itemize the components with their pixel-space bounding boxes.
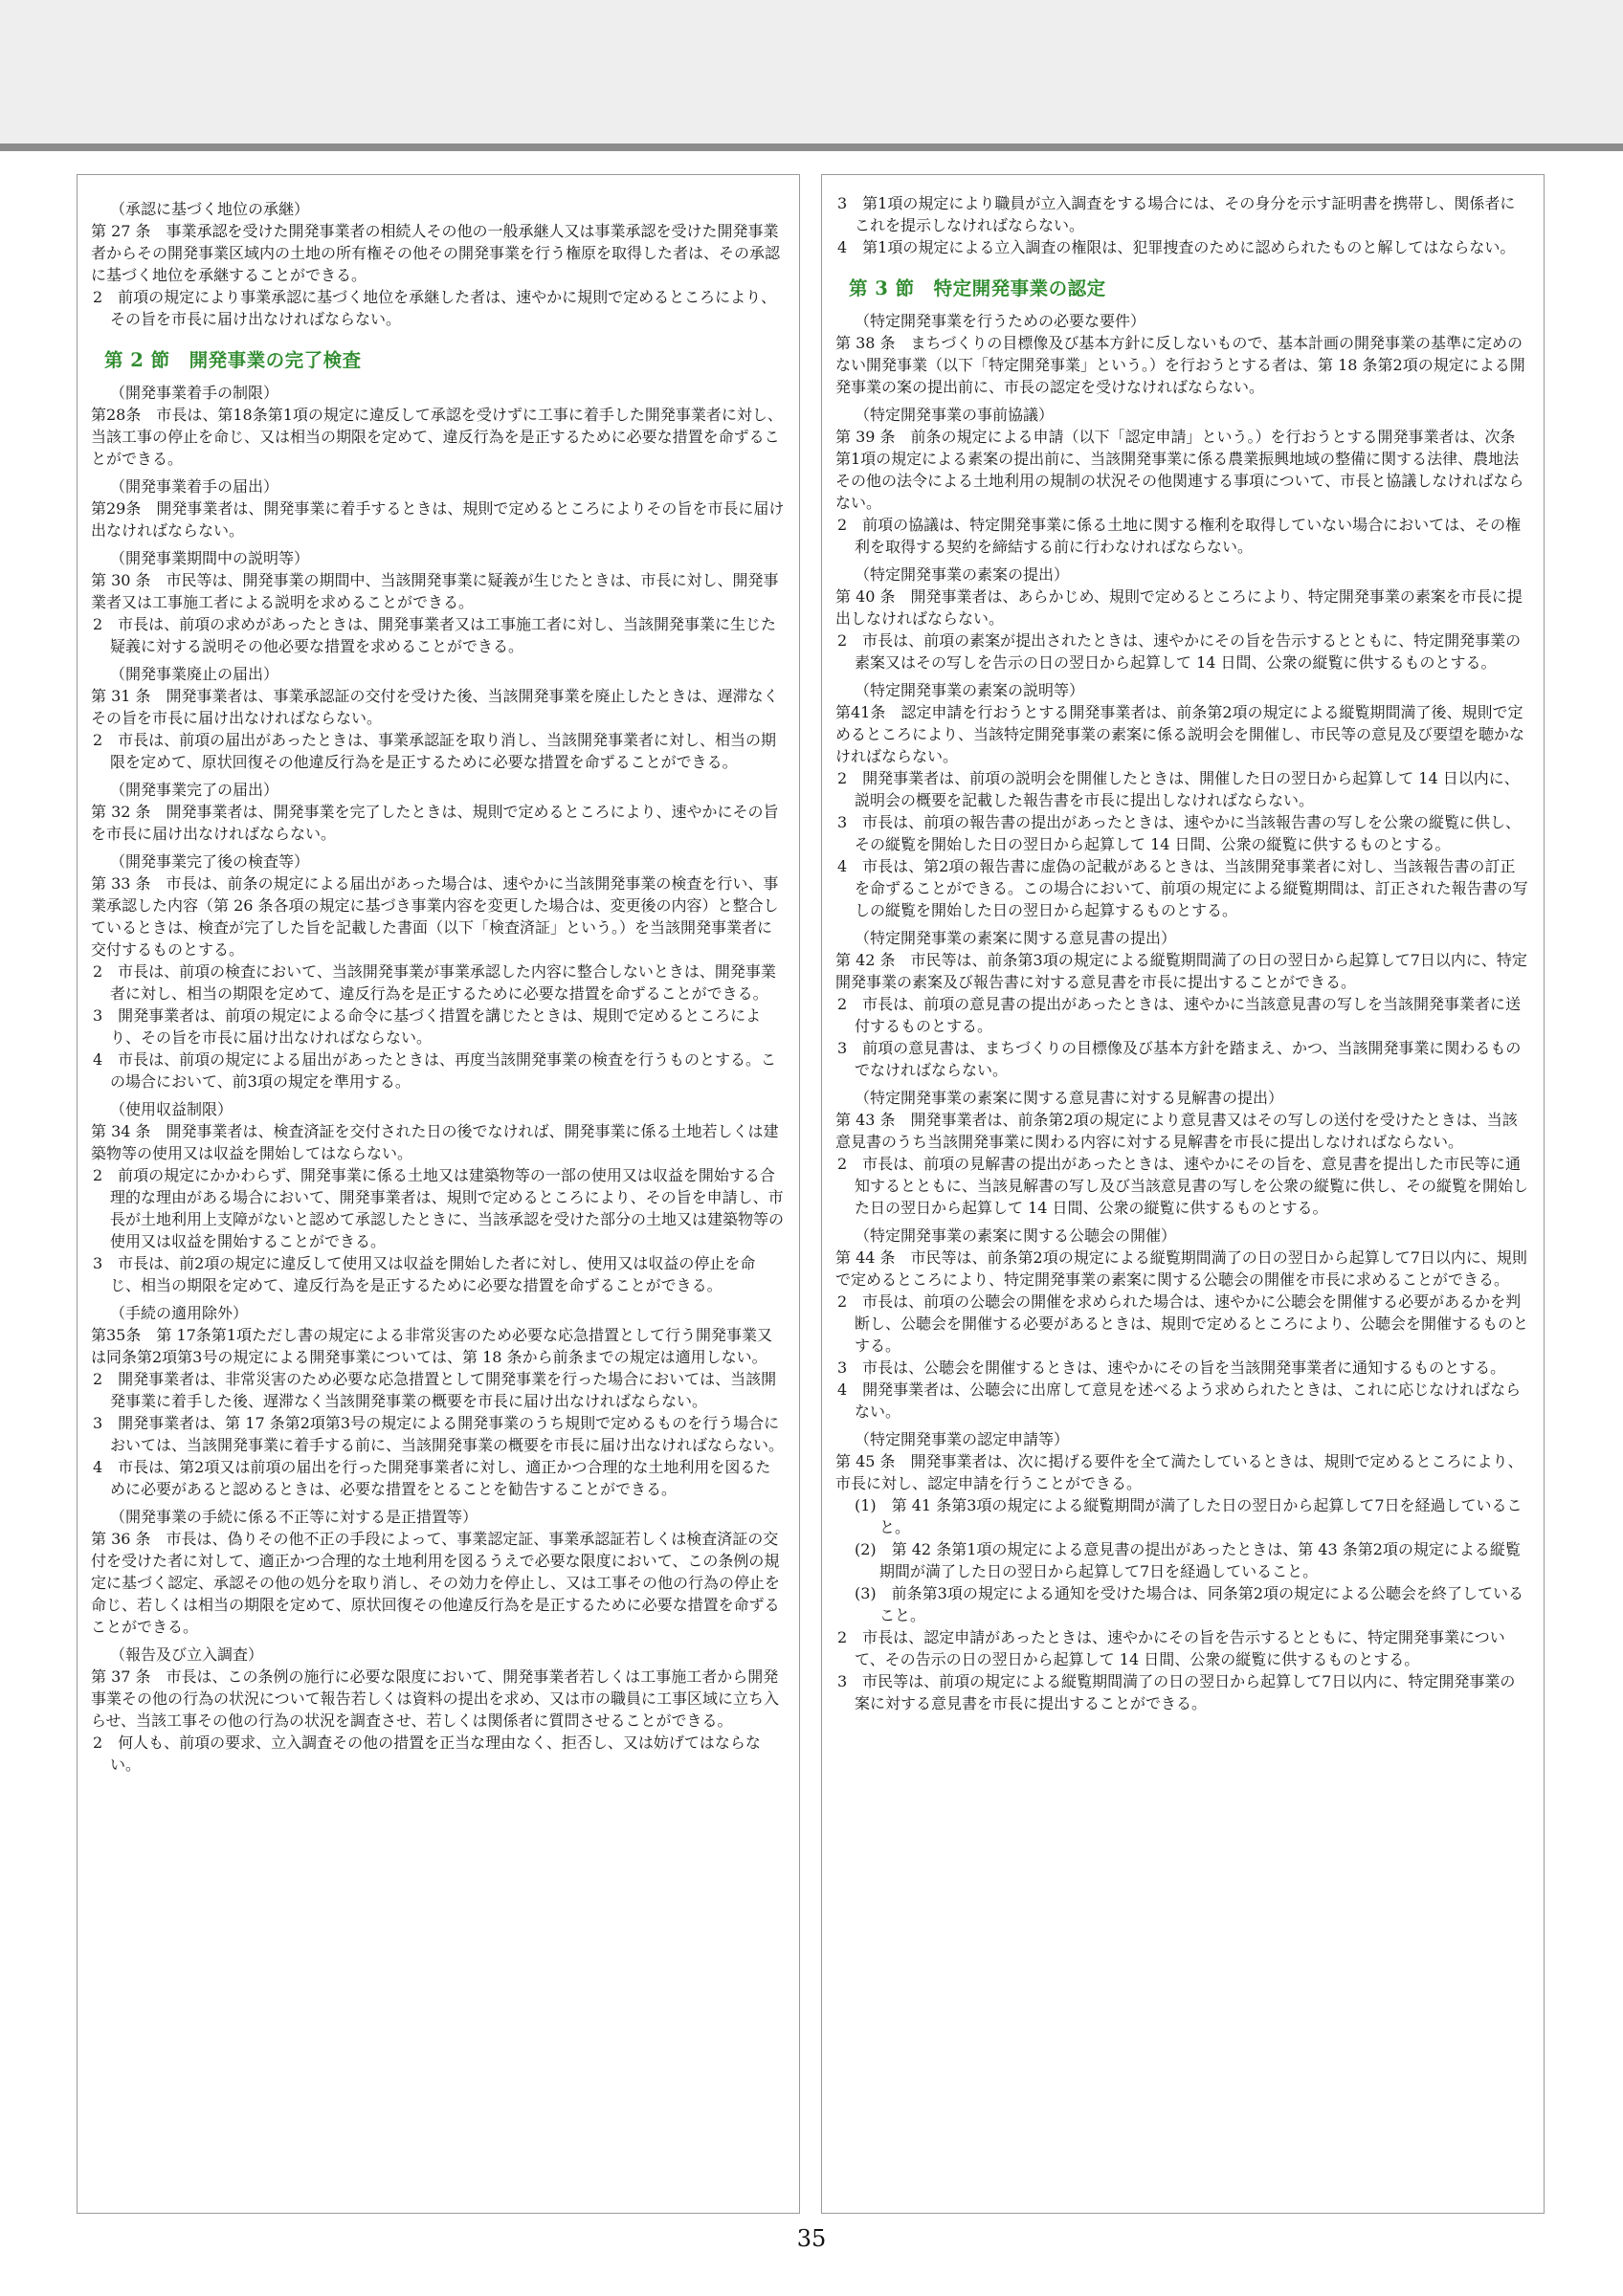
article-paragraph: 3 開発事業者は、前項の規定による命令に基づく措置を講じたときは、規則で定めるところにより、その旨を市長に届け出なければならない。 — [93, 1006, 762, 1047]
article-text: 第 30 条 市民等は、開発事業の期間中、当該開発事業に疑義が生じたときは、市長に対し、開発事業者又は工事施工者による説明を求めることができる。 — [91, 571, 779, 611]
article-paragraph: 2 開発事業者は、非常災害のため必要な応急措置として開発事業を行った場合においては、当該開発事業に着手した後、遅滞なく当該開発事業の概要を市長に届け出なければならない。 — [93, 1370, 777, 1410]
section-heading: 第 2 節 開発事業の完了検査 — [104, 349, 362, 371]
article-text: 第28条 市長は、第18条第1項の規定に違反して承認を受けずに工事に着手した開発事業者に対し、当該工事の停止を命じ、又は相当の期限を定めて、違反行為を是正するために必要な措置を命ずることができる。 — [91, 406, 783, 468]
article-caption: （開発事業着手の制限） — [110, 384, 279, 402]
article-text: 第 27 条 事業承認を受けた開発事業者の相続人その他の一般承継人又は事業承認を受けた開発事業者からその開発事業区域内の土地の所有権その他その開発事業を行う権原を取得した者は、その承認に基づく地位を承継することができる。 — [91, 222, 781, 284]
article-paragraph: 2 市長は、前項の検査において、当該開発事業が事業承認した内容に整合しないときは、開発事業者に対し、相当の期限を定めて、違反行為を是正するために必要な措置を命ずることができる。 — [93, 962, 776, 1003]
article-caption: （特定開発事業の認定申請等） — [855, 1430, 1070, 1448]
article-caption: （特定開発事業を行うための必要な要件） — [855, 312, 1146, 330]
article-text: 第 43 条 開発事業者は、前条第2項の規定により意見書又はその写しの送付を受けたときは、当該意見書のうち当該開発事業に関わる内容に対する見解書を市長に提出しなければならない。 — [835, 1111, 1518, 1151]
article-paragraph: 2 市長は、前項の見解書の提出があったときは、速やかにその旨を、意見書を提出した市民等に通知するとともに、当該見解書の写し及び当該意見書の写しを公衆の縦覧に供し、その縦覧を開始した日の翌日から起算して 14 日間、公衆の縦覧に供するものとする。 — [837, 1155, 1529, 1217]
article-paragraph: 2 市長は、前項の素案が提出されたときは、速やかにその旨を告示するとともに、特定開発事業の素案又はその写しを告示の日の翌日から起算して 14 日間、公衆の縦覧に供するものとする。 — [837, 631, 1522, 672]
article-caption: （開発事業完了の届出） — [110, 781, 279, 799]
article-paragraph: 2 市長は、前項の届出があったときは、事業承認証を取り消し、当該開発事業者に対し、相当の期限を定めて、原状回復その他違反行為を是正するために必要な措置を命ずることができる。 — [93, 731, 777, 771]
article-paragraph: 4 開発事業者は、公聴会に出席して意見を述べるよう求められたときは、これに応じなければならない。 — [837, 1380, 1522, 1421]
article-paragraph: 4 市長は、第2項の報告書に虚偽の記載があるときは、当該開発事業者に対し、当該報告書の訂正を命ずることができる。この場合において、前項の規定による縦覧期間は、訂正された報告書の写しの縦覧を開始した日の翌日から起算するものとする。 — [837, 857, 1528, 919]
article-text: 第 39 条 前条の規定による申請（以下「認定申請」という。）を行おうとする開発事業者は、次条第1項の規定による素案の提出前に、当該開発事業に係る農業振興地域の整備に関する法律、農地法その他の法令による土地利用の規制の状況その他関連する事項について、市長と協議しなければならない。 — [835, 428, 1524, 512]
article-paragraph: 2 前項の協議は、特定開発事業に係る土地に関する権利を取得していない場合においては、その権利を取得する契約を締結する前に行わなければならない。 — [837, 516, 1522, 556]
article-paragraph: 2 市長は、前項の意見書の提出があったときは、速やかに当該意見書の写しを当該開発事業者に送付するものとする。 — [837, 995, 1522, 1035]
article-text: 第 34 条 開発事業者は、検査済証を交付された日の後でなければ、開発事業に係る土地若しくは建築物等の使用又は収益を開始してはならない。 — [91, 1122, 779, 1162]
header-rule — [0, 144, 1623, 151]
article-caption: （手続の適用除外） — [110, 1304, 249, 1322]
article-paragraph: 3 前項の意見書は、まちづくりの目標像及び基本方針を踏まえ、かつ、当該開発事業に関わるものでなければならない。 — [837, 1039, 1522, 1079]
article-paragraph: 4 市長は、前項の規定による届出があったときは、再度当該開発事業の検査を行うものとする。この場合において、前3項の規定を準用する。 — [93, 1050, 777, 1091]
article-text: 第 44 条 市民等は、前条第2項の規定による縦覧期間満了の日の翌日から起算して7日以内に、規則で定めるところにより、特定開発事業の素案に関する公聴会の開催を市長に求めることができる。 — [835, 1248, 1527, 1289]
article-caption: （開発事業完了後の検査等） — [110, 852, 310, 871]
page-number: 35 — [796, 2225, 827, 2252]
article-text: 第 32 条 開発事業者は、開発事業を完了したときは、規則で定めるところにより、速やかにその旨を市長に届け出なければならない。 — [91, 803, 779, 843]
header-band — [0, 0, 1623, 144]
article-paragraph: 4 市長は、第2項又は前項の届出を行った開発事業者に対し、適正かつ合理的な土地利用を図るために必要があると認めるときは、必要な措置をとることを勧告することができる。 — [93, 1458, 771, 1498]
section-heading: 第 3 節 特定開発事業の認定 — [849, 277, 1106, 299]
article-text: 第29条 開発事業者は、開発事業に着手するときは、規則で定めるところによりその旨を市長に届け出なければならない。 — [91, 499, 785, 540]
article-paragraph: 2 市長は、前項の求めがあったときは、開発事業者又は工事施工者に対し、当該開発事業に生じた疑義に対する説明その他必要な措置を求めることができる。 — [93, 615, 777, 655]
article-paragraph: 3 開発事業者は、第 17 条第2項第3号の規定による開発事業のうち規則で定めるものを行う場合においては、当該開発事業に着手する前に、当該開発事業の概要を市長に届け出なければならない。 — [93, 1414, 785, 1454]
article-paragraph: 3 第1項の規定により職員が立入調査をする場合には、その身分を示す証明書を携帯し、関係者にこれを提示しなければならない。 — [837, 194, 1516, 234]
article-paragraph: 2 前項の規定にかかわらず、開発事業に係る土地又は建築物等の一部の使用又は収益を開始する合理的な理由がある場合において、開発事業者は、規則で定めるところにより、その旨を申請し、市長が土地利用上支障がないと認めて承認したときに、当該承認を受けた部分の土地又は建築物等の使用又は収益を開始することができる。 — [93, 1166, 785, 1250]
article-caption: （特定開発事業の事前協議） — [855, 406, 1055, 424]
article-text: 第 42 条 市民等は、前条第3項の規定による縦覧期間満了の日の翌日から起算して7日以内に、特定開発事業の素案及び報告書に対する意見書を市長に提出することができる。 — [835, 951, 1527, 991]
article-caption: （報告及び立入調査） — [110, 1645, 264, 1664]
article-paragraph: 3 市長は、前項の報告書の提出があったときは、速やかに当該報告書の写しを公衆の縦覧に供し、その縦覧を開始した日の翌日から起算して 14 日間、公衆の縦覧に供するものとする。 — [837, 813, 1522, 853]
article-caption: （開発事業期間中の説明等） — [110, 549, 310, 567]
article-paragraph: 3 市長は、前2項の規定に違反して使用又は収益を開始した者に対し、使用又は収益の停止を命じ、相当の期限を定めて、違反行為を是正するために必要な措置を命ずることができる。 — [93, 1254, 756, 1294]
article-caption: （特定開発事業の素案の説明等） — [855, 681, 1085, 699]
article-caption: （開発事業廃止の届出） — [110, 665, 279, 683]
article-paragraph: 2 開発事業者は、前項の説明会を開催したときは、開催した日の翌日から起算して 14 日以内に、説明会の概要を記載した報告書を市長に提出しなければならない。 — [837, 769, 1520, 809]
article-item: (1) 第 41 条第3項の規定による縦覧期間が満了した日の翌日から起算して7日を経過していること。 — [855, 1496, 1523, 1536]
article-text: 第41条 認定申請を行おうとする開発事業者は、前条第2項の規定による縦覧期間満了後、規則で定めるところにより、当該特定開発事業の素案に係る説明会を開催し、市民等の意見及び要望を聴かなければならない。 — [835, 703, 1525, 765]
article-caption: （特定開発事業の素案の提出） — [855, 565, 1070, 584]
article-item: (3) 前条第3項の規定による通知を受けた場合は、同条第2項の規定による公聴会を終了していること。 — [855, 1584, 1524, 1624]
article-text: 第 37 条 市長は、この条例の施行に必要な限度において、開発事業者若しくは工事施工者から開発事業その他の行為の状況について報告若しくは資料の提出を求め、又は市の職員に工事区域に立ち入らせ、当該工事その他の行為の状況を調査させ、若しくは関係者に質問させることができる。 — [91, 1667, 780, 1730]
right-column — [821, 174, 1545, 2214]
article-paragraph: 3 市長は、公聴会を開催するときは、速やかにその旨を当該開発事業者に通知するものとする。 — [837, 1358, 1506, 1377]
article-caption: （承認に基づく地位の承継） — [110, 200, 310, 218]
article-caption: （特定開発事業の素案に関する公聴会の開催） — [855, 1226, 1177, 1245]
article-caption: （開発事業着手の届出） — [110, 477, 279, 496]
article-paragraph: 2 何人も、前項の要求、立入調査その他の措置を正当な理由なく、拒否し、又は妨げてはならない。 — [93, 1733, 761, 1774]
article-paragraph: 2 前項の規定により事業承認に基づく地位を承継した者は、速やかに規則で定めるところにより、その旨を市長に届け出なければならない。 — [93, 288, 777, 328]
article-text: 第 40 条 開発事業者は、あらかじめ、規則で定めるところにより、特定開発事業の素案を市長に提出しなければならない。 — [835, 587, 1523, 628]
article-paragraph: 4 第1項の規定による立入調査の権限は、犯罪捜査のために認められたものと解してはならない。 — [837, 238, 1516, 256]
article-caption: （開発事業の手続に係る不正等に対する是正措置等） — [110, 1508, 478, 1526]
left-column — [77, 174, 800, 2214]
article-caption: （特定開発事業の素案に関する意見書の提出） — [855, 929, 1177, 947]
article-paragraph: 2 市長は、前項の公聴会の開催を求められた場合は、速やかに公聴会を開催する必要があるかを判断し、公聴会を開催する必要があるときは、規則で定めるところにより、公聴会を開催するものとする。 — [837, 1292, 1529, 1355]
article-text: 第 36 条 市長は、偽りその他不正の手段によって、事業認定証、事業承認証若しくは検査済証の交付を受けた者に対して、適正かつ合理的な土地利用を図るうえで必要な限度において、この条例の規定に基づく認定、承認その他の処分を取り消し、その効力を停止し、又は工事その他の行為の停止を命じ、若しくは相当の期限を定めて、原状回復その他違反行為を是正するために必要な措置を命ずることができる。 — [91, 1530, 781, 1636]
article-caption: （使用収益制限） — [110, 1100, 233, 1118]
article-text: 第 45 条 開発事業者は、次に掲げる要件を全て満たしているときは、規則で定めるところにより、市長に対し、認定申請を行うことができる。 — [835, 1452, 1523, 1492]
article-text: 第 38 条 まちづくりの目標像及び基本方針に反しないもので、基本計画の開発事業の基準に定めのない開発事業（以下「特定開発事業」という。）を行おうとする者は、第 18 条第2項の規定による開発事業の案の提出前に、市長の認定を受けなければならない。 — [835, 334, 1525, 396]
article-text: 第35条 第 17条第1項ただし書の規定による非常災害のため必要な応急措置として行う開発事業又は同条第2項第3号の規定による開発事業については、第 18 条から前条までの規定は適用しない。 — [91, 1326, 772, 1366]
article-caption: （特定開発事業の素案に関する意見書に対する見解書の提出） — [855, 1089, 1284, 1107]
article-item: (2) 第 42 条第1項の規定による意見書の提出があったときは、第 43 条第2項の規定による縦覧期間が満了した日の翌日から起算して7日を経過していること。 — [855, 1540, 1521, 1580]
article-paragraph: 2 市長は、認定申請があったときは、速やかにその旨を告示するとともに、特定開発事業について、その告示の日の翌日から起算して 14 日間、公衆の縦覧に供するものとする。 — [837, 1628, 1505, 1668]
article-paragraph: 3 市民等は、前項の規定による縦覧期間満了の日の翌日から起算して7日以内に、特定開発事業の案に対する意見書を市長に提出することができる。 — [837, 1672, 1516, 1712]
article-text: 第 31 条 開発事業者は、事業承認証の交付を受けた後、当該開発事業を廃止したときは、遅滞なくその旨を市長に届け出なければならない。 — [91, 687, 779, 727]
article-text: 第 33 条 市長は、前条の規定による届出があった場合は、速やかに当該開発事業の検査を行い、事業承認した内容（第 26 条各項の規定に基づき事業内容を変更した場合は、変更後の内容）と整合しているときは、検査が完了した旨を記載した書面（以下「検査済証」という。）を当該開発事業者に交付するものとする。 — [91, 874, 779, 959]
